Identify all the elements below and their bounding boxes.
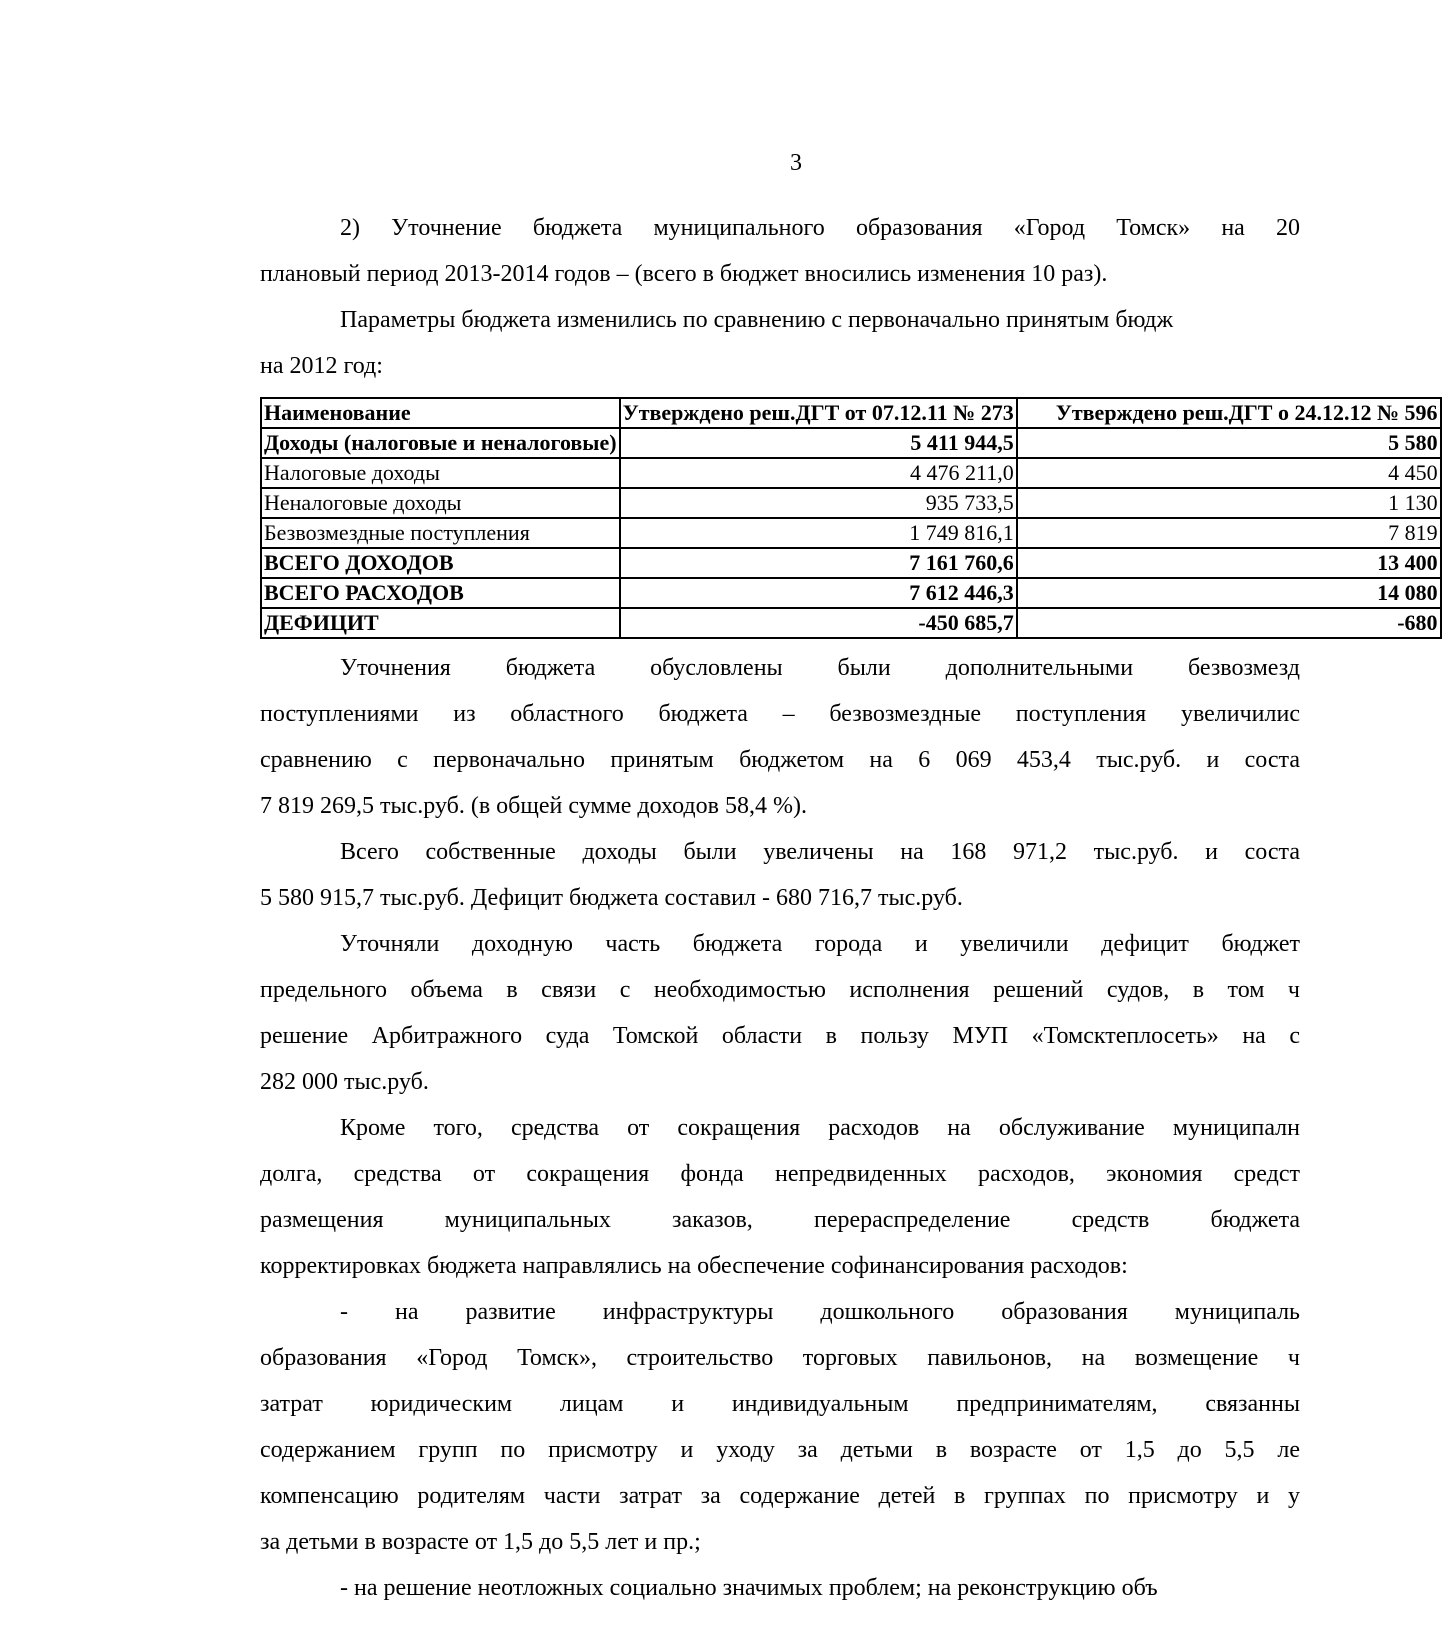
table-row bbox=[261, 428, 1441, 458]
budget-table bbox=[260, 397, 1442, 639]
paragraph-line: - на развитие инфраструктуры дошкольного образования муниципаль bbox=[340, 1299, 1300, 1325]
intro-line-2: плановый период 2013-2014 годов – (всего в бюджет вносились изменения 10 раз). bbox=[260, 261, 1108, 287]
intro-line-3: Параметры бюджета изменились по сравнению с первоначально принятым бюдж bbox=[340, 307, 1174, 333]
row-value-2011: 1 749 816,1 bbox=[620, 518, 1017, 548]
paragraph-line: предельного объема в связи с необходимостью исполнения решений судов, в том ч bbox=[260, 977, 1300, 1003]
table-row bbox=[261, 578, 1441, 608]
row-name: Доходы (налоговые и неналоговые) bbox=[261, 428, 620, 458]
intro-line-1: 2) Уточнение бюджета муниципального образования «Город Томск» на 20 bbox=[340, 215, 1300, 241]
row-name: ДЕФИЦИТ bbox=[261, 608, 620, 638]
row-name: ВСЕГО РАСХОДОВ bbox=[261, 578, 620, 608]
row-value-2011: 5 411 944,5 bbox=[620, 428, 1017, 458]
document-body bbox=[260, 205, 1438, 1611]
paragraph-line: - на решение неотложных социально значимых проблем; на реконструкцию объ bbox=[340, 1575, 1158, 1601]
table-row bbox=[261, 458, 1441, 488]
row-value-2012: 5 580 bbox=[1017, 428, 1441, 458]
table-row bbox=[261, 548, 1441, 578]
paragraph-line: образования «Город Томск», строительство торговых павильонов, на возмещение ч bbox=[260, 1345, 1300, 1371]
paragraph-line: 7 819 269,5 тыс.руб. (в общей сумме доходов 58,4 %). bbox=[260, 793, 807, 819]
paragraph-line: Всего собственные доходы были увеличены на 168 971,2 тыс.руб. и соста bbox=[340, 839, 1300, 865]
row-value-2012: 4 450 bbox=[1017, 458, 1441, 488]
paragraph-line: Кроме того, средства от сокращения расходов на обслуживание муниципалн bbox=[340, 1115, 1300, 1141]
row-value-2011: 4 476 211,0 bbox=[620, 458, 1017, 488]
row-value-2011: 935 733,5 bbox=[620, 488, 1017, 518]
row-value-2011: 7 612 446,3 bbox=[620, 578, 1017, 608]
row-name: Налоговые доходы bbox=[261, 458, 620, 488]
paragraph-line: 5 580 915,7 тыс.руб. Дефицит бюджета составил - 680 716,7 тыс.руб. bbox=[260, 885, 963, 911]
header-name: Наименование bbox=[261, 398, 620, 428]
table-row bbox=[261, 608, 1441, 638]
paragraph-line: размещения муниципальных заказов, перераспределение средств бюджета bbox=[260, 1207, 1300, 1233]
paragraph-line: долга, средства от сокращения фонда непредвиденных расходов, экономия средст bbox=[260, 1161, 1300, 1187]
table-header-row bbox=[261, 398, 1441, 428]
paragraph-line: корректировках бюджета направлялись на обеспечение софинансирования расходов: bbox=[260, 1253, 1128, 1279]
intro-line-4: на 2012 год: bbox=[260, 353, 383, 379]
row-value-2012: 14 080 bbox=[1017, 578, 1441, 608]
paragraph-line: компенсацию родителям части затрат за содержание детей в группах по присмотру и у bbox=[260, 1483, 1300, 1509]
paragraph-line: содержанием групп по присмотру и уходу за детьми в возрасте от 1,5 до 5,5 ле bbox=[260, 1437, 1300, 1463]
paragraph-line: 282 000 тыс.руб. bbox=[260, 1069, 429, 1095]
paragraphs bbox=[260, 645, 1300, 1611]
paragraph-line: решение Арбитражного суда Томской области в пользу МУП «Томсктеплосеть» на с bbox=[260, 1023, 1300, 1049]
row-value-2011: -450 685,7 bbox=[620, 608, 1017, 638]
row-name: Неналоговые доходы bbox=[261, 488, 620, 518]
table-row bbox=[261, 488, 1441, 518]
table-row bbox=[261, 518, 1441, 548]
paragraph-line: сравнению с первоначально принятым бюджетом на 6 069 453,4 тыс.руб. и соста bbox=[260, 747, 1300, 773]
row-value-2012: 13 400 bbox=[1017, 548, 1441, 578]
paragraph-line: за детьми в возрасте от 1,5 до 5,5 лет и пр.; bbox=[260, 1529, 701, 1555]
paragraph-line: Уточняли доходную часть бюджета города и увеличили дефицит бюджет bbox=[340, 931, 1300, 957]
paragraph-line: Уточнения бюджета обусловлены были дополнительными безвозмезд bbox=[340, 655, 1300, 681]
paragraph-line: затрат юридическим лицам и индивидуальным предпринимателям, связанны bbox=[260, 1391, 1300, 1417]
row-name: Безвозмездные поступления bbox=[261, 518, 620, 548]
row-value-2012: 7 819 bbox=[1017, 518, 1441, 548]
row-name: ВСЕГО ДОХОДОВ bbox=[261, 548, 620, 578]
row-value-2012: 1 130 bbox=[1017, 488, 1441, 518]
paragraph-line: поступлениями из областного бюджета – безвозмездные поступления увеличилис bbox=[260, 701, 1300, 727]
row-value-2012: -680 bbox=[1017, 608, 1441, 638]
header-approved-2012: Утверждено реш.ДГТ о 24.12.12 № 596 bbox=[1017, 398, 1441, 428]
page-number: 3 bbox=[790, 150, 802, 176]
header-approved-2011: Утверждено реш.ДГТ от 07.12.11 № 273 bbox=[620, 398, 1017, 428]
row-value-2011: 7 161 760,6 bbox=[620, 548, 1017, 578]
